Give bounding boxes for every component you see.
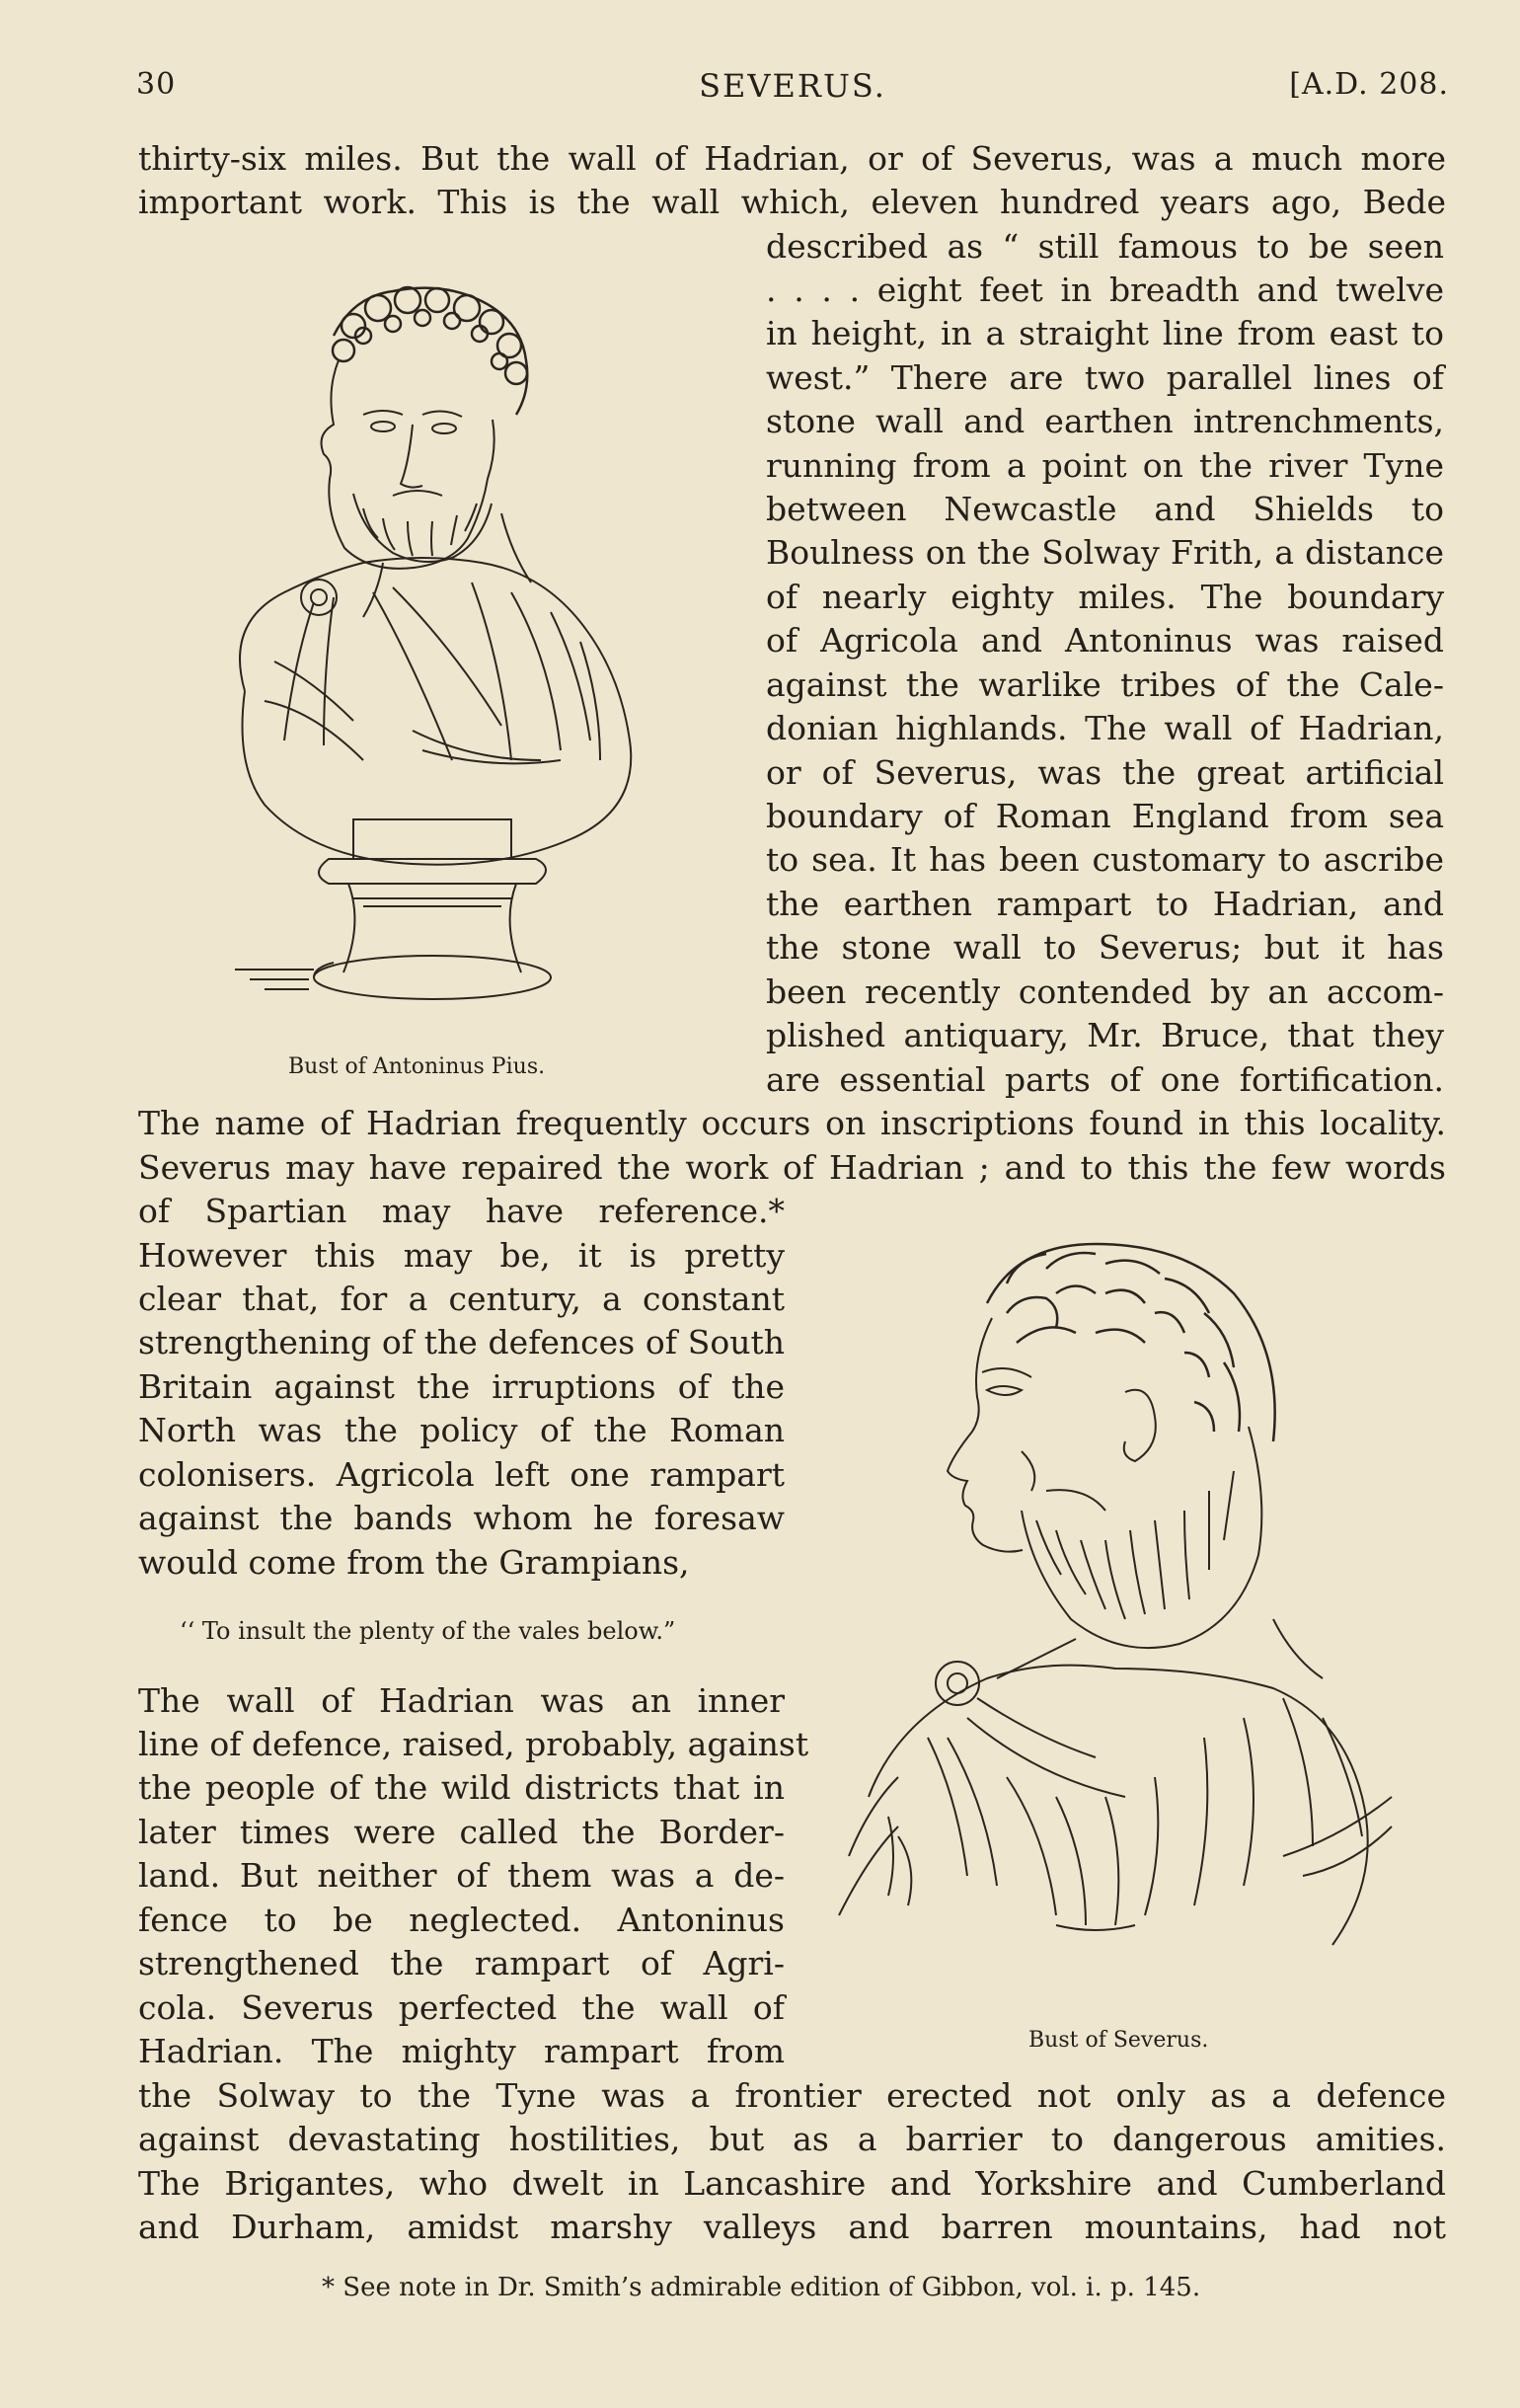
- text-line: would come from the Grampians,: [138, 1543, 690, 1582]
- header-date: [A.D. 208.: [1289, 67, 1449, 102]
- text-line: donian highlands. The wall of Hadrian,: [766, 709, 1444, 747]
- verse-quote: ‘‘ To insult the plenty of the vales below.”: [180, 1617, 676, 1645]
- text-line: running from a point on the river Tyne: [766, 446, 1444, 485]
- text-line: to sea. It has been customary to ascribe: [766, 840, 1444, 879]
- hair-curls: [333, 287, 527, 415]
- text-line: Britain against the irruptions of the: [138, 1367, 785, 1406]
- beard: [353, 491, 492, 562]
- text-line: of nearly eighty miles. The boundary: [766, 578, 1444, 616]
- text-line: of Spartian may have reference.*: [138, 1192, 785, 1230]
- text-line: or of Severus, was the great artificial: [766, 753, 1444, 792]
- hair-curls: [987, 1244, 1275, 1441]
- text-line: The wall of Hadrian was an inner: [138, 1681, 785, 1720]
- text-line: Boulness on the Solway Frith, a distance: [766, 533, 1444, 572]
- text-line: . . . . eight feet in breadth and twelve: [766, 271, 1444, 309]
- text-line: strengthened the rampart of Agri-: [138, 1944, 785, 1982]
- text-line: thirty-six miles. But the wall of Hadrian, or of Severus, was a much more: [138, 139, 1446, 178]
- text-line: been recently contended by an accom-: [766, 972, 1444, 1011]
- text-line: the earthen rampart to Hadrian, and: [766, 885, 1444, 923]
- text-line: west.” There are two parallel lines of: [766, 358, 1444, 397]
- text-line: cola. Severus perfected the wall of: [138, 1988, 785, 2027]
- text-line: Severus may have repaired the work of Hadrian ; and to this the few words: [138, 1148, 1446, 1187]
- text-line: are essential parts of one fortification.: [766, 1060, 1444, 1099]
- text-line: against the bands whom he foresaw: [138, 1499, 785, 1537]
- page-number: 30: [136, 67, 177, 102]
- text-line: the people of the wild districts that in: [138, 1768, 785, 1807]
- text-line: of Agricola and Antoninus was raised: [766, 621, 1444, 660]
- text-line: boundary of Roman England from sea: [766, 797, 1444, 835]
- beard: [1022, 1427, 1261, 1648]
- text-line: the Solway to the Tyne was a frontier erected not only as a defence: [138, 2076, 1446, 2115]
- pedestal: [235, 819, 551, 999]
- text-line: land. But neither of them was a de-: [138, 1856, 785, 1895]
- text-line: strengthening of the defences of South: [138, 1323, 785, 1361]
- antoninus-bust-illustration: [215, 267, 709, 1027]
- text-line: later times were called the Border-: [138, 1813, 785, 1851]
- text-line: against devastating hostilities, but as a barrier to dangerous amities.: [138, 2120, 1446, 2158]
- text-line: against the warlike tribes of the Cale-: [766, 665, 1444, 704]
- text-line: in height, in a straight line from east to: [766, 314, 1444, 352]
- text-line: and Durham, amidst marshy valleys and barren mountains, had not: [138, 2208, 1446, 2246]
- text-line: The Brigantes, who dwelt in Lancashire and Yorkshire and Cumberland: [138, 2164, 1446, 2203]
- severus-caption: Bust of Severus.: [1028, 2028, 1209, 2053]
- text-line: the stone wall to Severus; but it has: [766, 928, 1444, 967]
- text-line: described as “ still famous to be seen: [766, 227, 1444, 266]
- text-line: line of defence, raised, probably, against: [138, 1725, 809, 1763]
- text-line: fence to be neglected. Antoninus: [138, 1901, 785, 1939]
- text-line: However this may be, it is pretty: [138, 1236, 785, 1275]
- text-line: clear that, for a century, a constant: [138, 1280, 785, 1318]
- drapery: [839, 1619, 1392, 1945]
- footnote: * See note in Dr. Smith’s admirable edition of Gibbon, vol. i. p. 145.: [322, 2273, 1201, 2302]
- text-line: North was the policy of the Roman: [138, 1411, 785, 1449]
- page-header: [136, 67, 1449, 117]
- running-title: SEVERUS.: [699, 67, 886, 105]
- text-line: between Newcastle and Shields to: [766, 490, 1444, 528]
- text-line: colonisers. Agricola left one rampart: [138, 1455, 785, 1494]
- text-line: The name of Hadrian frequently occurs on inscriptions found in this locality.: [138, 1104, 1446, 1142]
- text-line: stone wall and earthen intrenchments,: [766, 402, 1444, 440]
- antoninus-caption: Bust of Antoninus Pius.: [288, 1054, 546, 1079]
- text-line: Hadrian. The mighty rampart from: [138, 2032, 785, 2070]
- text-line: important work. This is the wall which, eleven hundred years ago, Bede: [138, 183, 1446, 221]
- text-line: plished antiquary, Mr. Bruce, that they: [766, 1016, 1444, 1054]
- severus-bust-illustration: [809, 1224, 1441, 2004]
